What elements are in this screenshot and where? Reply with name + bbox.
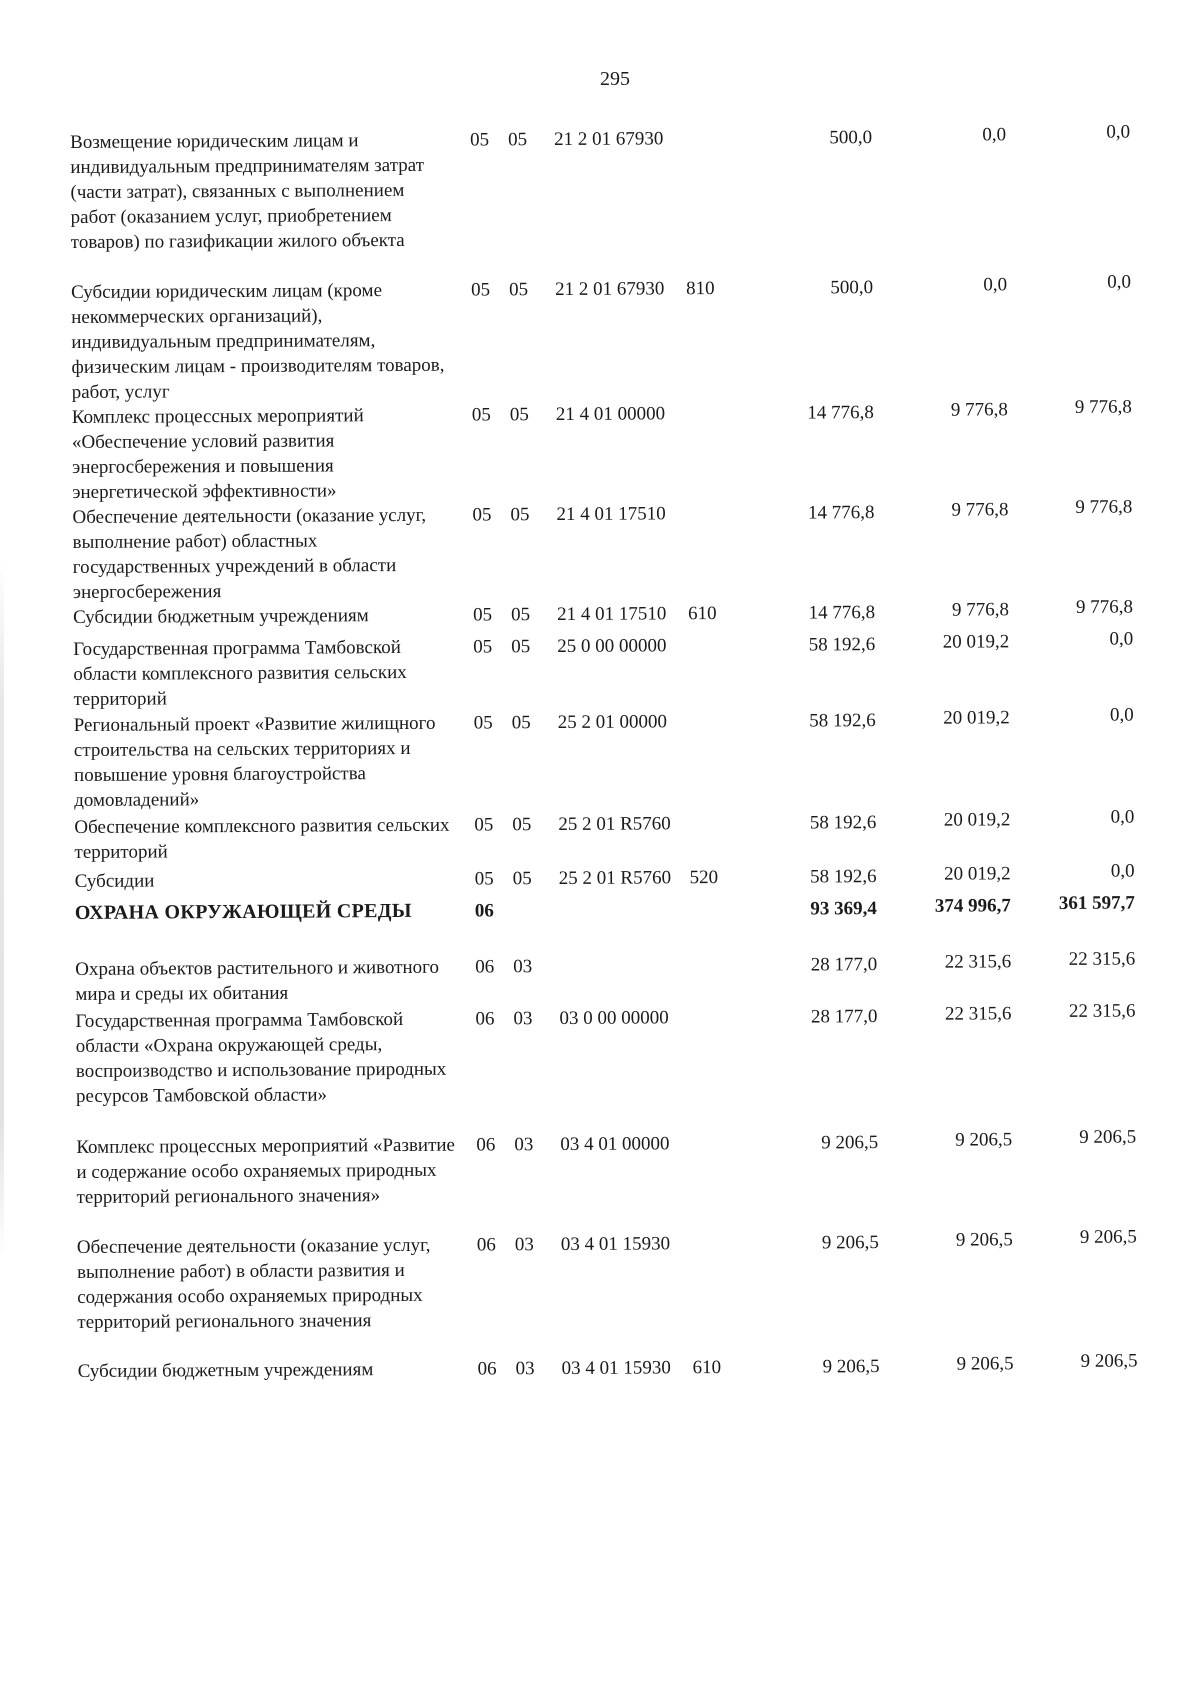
target-article-code: 03 4 01 00000: [560, 1133, 670, 1156]
subsection-code: 05: [511, 712, 531, 734]
amount-year-1: 58 192,6: [809, 710, 876, 732]
amount-year-1: 500,0: [829, 127, 873, 149]
amount-year-2: 20 019,2: [943, 707, 1010, 729]
row-name: Обеспечение деятельности (оказание услуг, выполнение работ) в области развития и содержания особо охраняемых природных территорий регионального значения: [76, 1234, 431, 1333]
budget-table: [70, 111, 1178, 1387]
row-name: Комплекс процессных мероприятий «Развитие и содержание особо охраняемых природных территорий регионального значения»: [76, 1134, 456, 1208]
amount-year-2: 20 019,2: [943, 809, 1011, 831]
target-article-code: 25 2 01 00000: [557, 711, 668, 734]
row-name: Субсидии юридическим лицам (кроме некоммерческих организаций), индивидуальным предпринимателям, физическим лицам - производителям товаров, работ, услуг: [71, 280, 445, 403]
subsection-code: 05: [509, 404, 529, 426]
amount-year-3: 9 206,5: [1079, 1126, 1137, 1148]
amount-year-3: 361 597,7: [1058, 892, 1135, 914]
amount-year-1: 28 177,0: [810, 1006, 878, 1028]
amount-year-3: 0,0: [1110, 806, 1135, 828]
target-article-code: 25 2 01 R5760: [558, 813, 671, 836]
section-code: 05: [472, 604, 493, 626]
table-row: [71, 386, 1173, 503]
expense-type-code: 810: [685, 278, 715, 300]
table-row: [70, 111, 1171, 268]
table-row: [77, 1216, 1178, 1347]
table-row: [75, 990, 1176, 1123]
row-name: Возмещение юридическим лицам и индивидуальным предпринимателям затрат (части затрат), связанных с выполнением работ (оказанием услуг, приобретением товаров) по газификации жилого объекта: [70, 130, 425, 253]
section-code: 05: [472, 504, 492, 526]
amount-year-2: 9 206,5: [955, 1129, 1013, 1151]
amount-year-1: 14 776,8: [807, 402, 874, 424]
subsection-code: 05: [508, 129, 528, 151]
row-name: Комплекс процессных мероприятий «Обеспечение условий развития энергосбережения и повышения энергетической эффективности»: [71, 405, 364, 503]
amount-year-2: 9 776,8: [950, 399, 1008, 421]
amount-year-2: 9 776,8: [951, 599, 1010, 621]
amount-year-3: 9 776,8: [1075, 596, 1134, 618]
amount-year-2: 9 206,5: [956, 1353, 1014, 1375]
row-name: Охрана объектов растительного и животного мира и среды их обитания: [75, 956, 440, 1005]
row-name: Государственная программа Тамбовской области комплексного развития сельских территорий: [73, 636, 407, 710]
amount-year-3: 9 206,5: [1079, 1226, 1137, 1248]
amount-year-1: 500,0: [830, 277, 874, 299]
table-row: [78, 1340, 1178, 1387]
amount-year-1: 58 192,6: [808, 634, 876, 656]
row-name: Субсидии бюджетным учреждениям: [72, 605, 369, 628]
subsection-code: 05: [512, 868, 532, 890]
table-row: [72, 486, 1173, 603]
table-row: [73, 694, 1175, 811]
subsection-code: 05: [510, 604, 531, 626]
section-code: 06: [474, 900, 494, 922]
target-article-code: 03 4 01 15930: [561, 1357, 671, 1380]
amount-year-2: 9 776,8: [951, 499, 1009, 521]
target-article-code: 21 2 01 67930: [554, 128, 664, 151]
section-code: 05: [470, 129, 490, 151]
amount-year-3: 0,0: [1109, 628, 1134, 650]
amount-year-1: 9 206,5: [821, 1232, 879, 1254]
expense-type-code: 520: [689, 867, 719, 889]
row-name: Субсидии: [74, 870, 155, 892]
section-code: 05: [473, 636, 493, 658]
amount-year-2: 0,0: [982, 124, 1007, 146]
amount-year-1: 14 776,8: [807, 502, 875, 524]
section-code: 06: [477, 1358, 497, 1380]
section-code: 06: [475, 1008, 495, 1030]
target-article-code: 21 2 01 67930: [554, 278, 665, 301]
subsection-code: 03: [515, 1358, 535, 1380]
amount-year-1: 93 369,4: [810, 898, 877, 920]
amount-year-3: 0,0: [1106, 121, 1131, 143]
amount-year-1: 58 192,6: [810, 866, 877, 888]
section-title: ОХРАНА ОКРУЖАЮЩЕЙ СРЕДЫ: [74, 899, 412, 924]
amount-year-2: 20 019,2: [942, 631, 1010, 653]
subsection-code: 03: [513, 956, 533, 978]
scan-shadow: [0, 560, 4, 1260]
subsection-code: 05: [510, 504, 530, 526]
amount-year-1: 14 776,8: [808, 602, 876, 624]
page-number: 295: [600, 68, 630, 90]
amount-year-3: 22 315,6: [1068, 948, 1136, 970]
subsection-code: 03: [514, 1234, 534, 1256]
section-code: 05: [474, 868, 494, 890]
target-article-code: 21 4 01 17510: [556, 503, 666, 526]
section-code: 06: [475, 956, 495, 978]
amount-year-2: 0,0: [983, 274, 1008, 296]
table-row: [76, 1116, 1177, 1223]
amount-year-3: 0,0: [1107, 271, 1132, 293]
subsection-code: 05: [511, 636, 531, 658]
target-article-code: 25 2 01 R5760: [558, 867, 672, 890]
row-name: Субсидии бюджетным учреждениям: [77, 1359, 374, 1382]
amount-year-3: 9 776,8: [1074, 396, 1132, 418]
row-name: Региональный проект «Развитие жилищного строительства на сельских территориях и повышение уровня благоустройства домовладений»: [73, 712, 436, 811]
subsection-code: 03: [514, 1134, 534, 1156]
section-code: 05: [473, 712, 493, 734]
subsection-code: 03: [513, 1008, 533, 1030]
amount-year-3: 0,0: [1109, 704, 1134, 726]
amount-year-1: 9 206,5: [821, 1132, 879, 1154]
expense-type-code: 610: [687, 603, 717, 625]
amount-year-2: 20 019,2: [944, 863, 1011, 885]
target-article-code: 03 0 00 00000: [559, 1007, 669, 1030]
section-code: 05: [471, 404, 491, 426]
amount-year-3: 9 776,8: [1075, 496, 1133, 518]
target-article-code: 21 4 01 17510: [556, 603, 667, 626]
expense-type-code: 610: [692, 1357, 722, 1379]
target-article-code: 03 4 01 15930: [560, 1233, 671, 1256]
target-article-code: 25 0 00 00000: [557, 635, 667, 658]
section-code: 06: [476, 1134, 496, 1156]
row-name: Обеспечение комплексного развития сельских территорий: [74, 814, 450, 863]
amount-year-3: 22 315,6: [1068, 1000, 1136, 1022]
target-article-code: 21 4 01 00000: [555, 403, 666, 426]
row-name: Государственная программа Тамбовской области «Охрана окружающей среды, воспроизводство и использование природных ресурсов Тамбовской области»: [75, 1008, 447, 1107]
section-header-row: [75, 882, 1175, 945]
section-code: 06: [476, 1234, 496, 1256]
amount-year-2: 22 315,6: [944, 951, 1012, 973]
subsection-code: 05: [508, 279, 529, 301]
amount-year-1: 9 206,5: [822, 1356, 880, 1378]
row-name: Обеспечение деятельности (оказание услуг, выполнение работ) областных государственных учреждений в области энергосбережения: [72, 504, 427, 603]
amount-year-2: 374 996,7: [934, 895, 1011, 917]
table-row: [74, 796, 1174, 863]
table-row: [75, 938, 1175, 1005]
amount-year-2: 22 315,6: [944, 1003, 1012, 1025]
subsection-code: 05: [512, 814, 532, 836]
table-row: [71, 261, 1172, 403]
amount-year-3: 9 206,5: [1080, 1350, 1138, 1372]
amount-year-2: 9 206,5: [955, 1229, 1013, 1251]
amount-year-3: 0,0: [1110, 860, 1135, 882]
section-code: 05: [474, 814, 494, 836]
section-code: 05: [470, 279, 491, 301]
amount-year-1: 28 177,0: [810, 954, 878, 976]
amount-year-1: 58 192,6: [809, 812, 877, 834]
table-row: [73, 618, 1173, 710]
